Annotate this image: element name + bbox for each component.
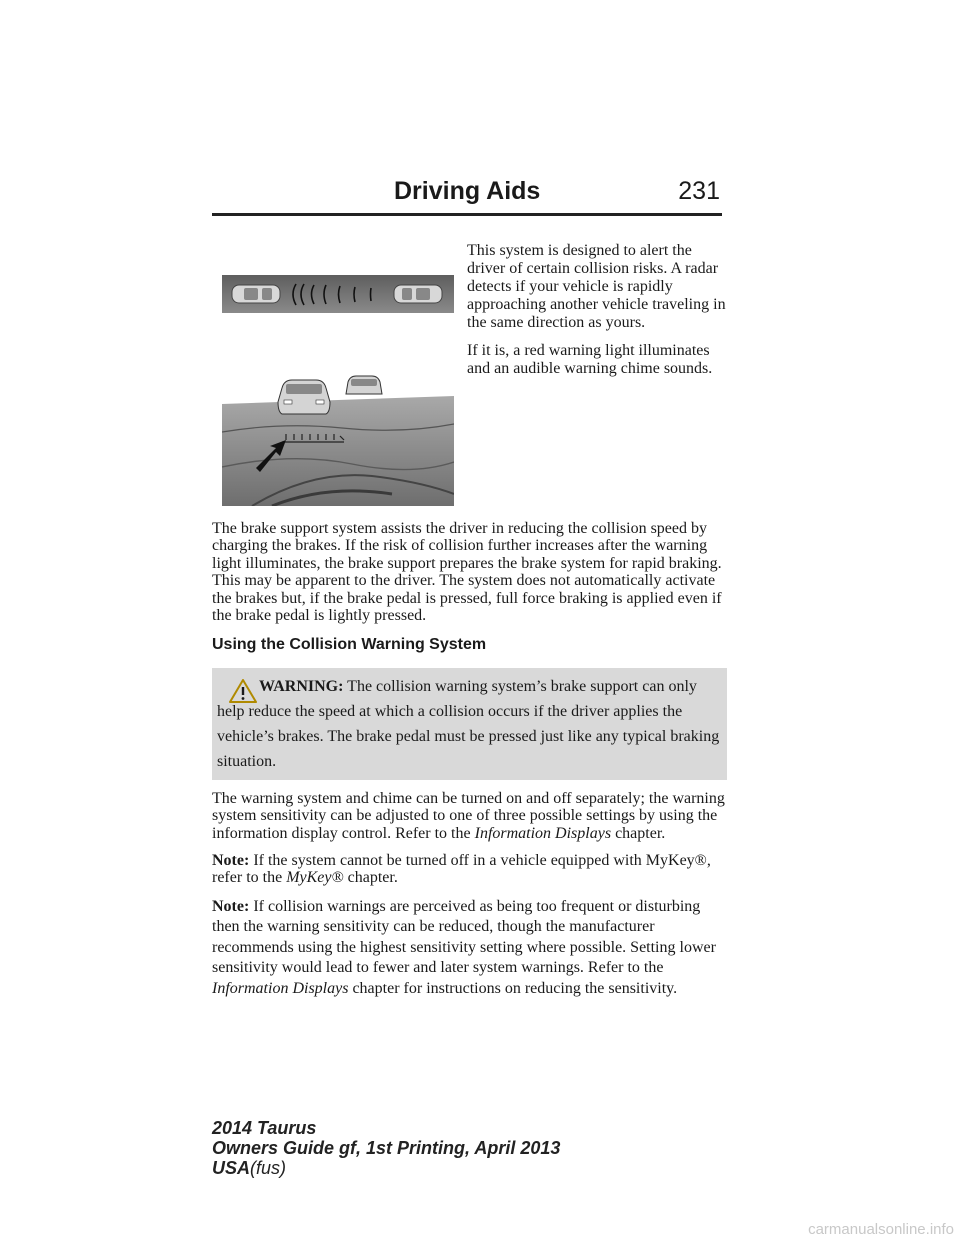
settings-end: chapter. — [615, 824, 666, 842]
note-sensitivity-end: chapter for instructions on reducing the sensitivity. — [352, 979, 678, 997]
note-label: Note: — [212, 897, 250, 915]
page-number: 231 — [678, 177, 720, 205]
windshield-warning-illustration — [222, 372, 454, 506]
note-sensitivity — [212, 897, 727, 1000]
side-description — [467, 242, 727, 388]
lead-car-icon — [278, 380, 330, 414]
note-sensitivity-reference: Information Displays — [212, 979, 349, 997]
page-header — [212, 177, 722, 221]
subheading: Using the Collision Warning System — [212, 636, 487, 654]
footer-code: (fus) — [250, 1158, 287, 1178]
note-sensitivity-text: If collision warnings are perceived as being too frequent or disturbing then the warning sensitivity can be reduced, though the manufacturer recommends using the highest sensitivity setting where possible. Setting lower sensitivity would lead to fewer and later system warnings. Refer to the — [212, 897, 716, 977]
note-mykey-text: If the system cannot be turned off in a vehicle equipped with MyKey®, refer to the — [212, 852, 711, 887]
warning-triangle-icon — [228, 678, 258, 704]
warning-text: The collision warning system’s brake support can only help reduce the speed at which a collision occurs if the driver applies the vehicle’s brakes. The brake pedal must be pressed just like any typical braking situation. — [217, 677, 720, 770]
footer-edition: Owners Guide gf, 1st Printing, April 2013 — [212, 1138, 561, 1158]
settings-reference: Information Displays — [474, 824, 612, 842]
side-paragraph-1: This system is designed to alert the driver of certain collision risks. A radar detects if your vehicle is rapidly approaching another vehicle traveling in the same direction as yours. — [467, 242, 726, 331]
header-rule — [212, 213, 722, 216]
watermark: carmanualsonline.info — [808, 1221, 954, 1238]
footer-model: 2014 Taurus — [212, 1118, 317, 1138]
note-mykey — [212, 852, 727, 887]
note-label: Note: — [212, 852, 250, 870]
side-paragraph-2: If it is, a red warning light illuminates and an audible warning chime sounds. — [467, 342, 713, 377]
settings-paragraph — [212, 790, 727, 842]
warning-box — [212, 668, 727, 780]
page-footer — [212, 1118, 560, 1178]
section-title: Driving Aids — [394, 177, 541, 205]
note-mykey-reference: MyKey® — [286, 869, 344, 887]
car-left-icon — [232, 285, 280, 303]
body-content — [212, 520, 727, 1009]
radar-illustration — [222, 275, 454, 313]
settings-text: The warning system and chime can be turned on and off separately; the warning system sensitivity can be adjusted to one of three possible settings by using the information display control. Refer to the — [212, 789, 725, 842]
footer-country: USA — [212, 1158, 251, 1178]
brake-support-paragraph: The brake support system assists the driver in reducing the collision speed by charging the brakes. If the risk of collision further increases after the warning light illuminates, the brake support prepares the brake system for rapid braking. This may be apparent to the driver. The system does not automatically activate the brakes but, if the brake pedal is pressed, full force braking is applied even if the brake pedal is lightly pressed. — [212, 520, 722, 625]
note-mykey-end: chapter. — [347, 869, 398, 887]
distant-car-icon — [346, 376, 382, 394]
footer-market — [212, 1158, 560, 1178]
warning-label: WARNING: — [259, 677, 344, 695]
car-right-icon — [394, 285, 442, 303]
